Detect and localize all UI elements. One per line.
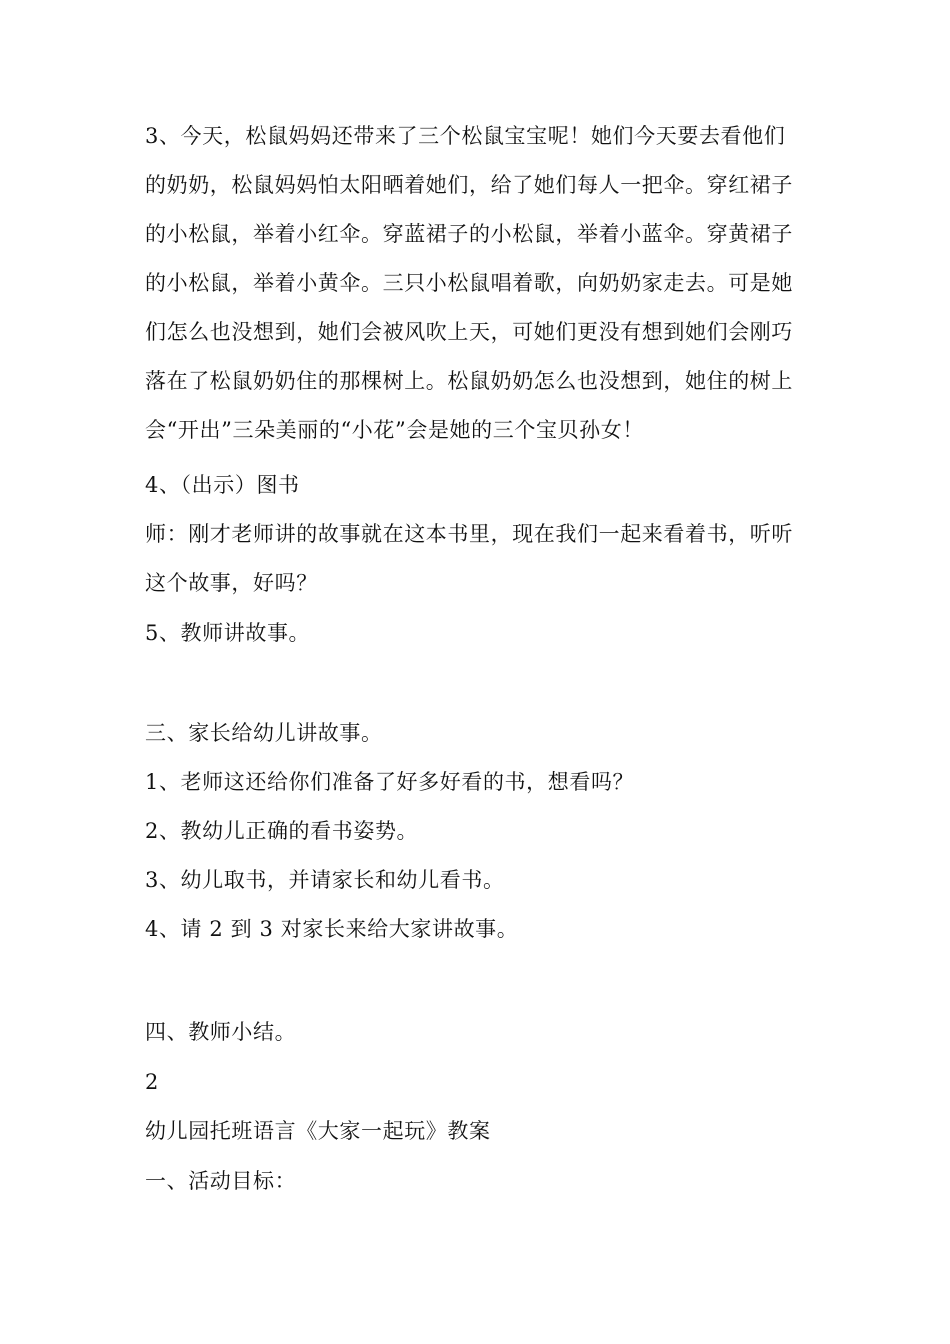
list-item: 2、教幼儿正确的看书姿势。 xyxy=(145,819,419,843)
section-3-heading xyxy=(145,709,810,758)
lesson-title-text: 幼儿园托班语言《大家一起玩》教案 xyxy=(145,1119,491,1143)
story-paragraph xyxy=(145,112,810,455)
section-4-title: 四、教师小结。 xyxy=(145,1020,297,1044)
step-4 xyxy=(145,461,810,510)
list-item: 1、老师这还给你们准备了好多好看的书，想看吗？ xyxy=(145,770,635,794)
section-3-title: 三、家长给幼儿讲故事。 xyxy=(145,721,383,745)
goals-heading-text: 一、活动目标： xyxy=(145,1169,297,1193)
lesson-title xyxy=(145,1107,810,1156)
paragraph-line: 会“开出”三朵美丽的“小花”会是她的三个宝贝孙女！ xyxy=(145,418,644,442)
paragraph-line: 落在了松鼠奶奶住的那棵树上。松鼠奶奶怎么也没想到，她住的树上 xyxy=(145,369,793,393)
teacher-speech xyxy=(145,510,810,608)
teacher-speech-line: 这个故事，好吗？ xyxy=(145,571,318,595)
paragraph-line: 的小松鼠，举着小红伞。穿蓝裙子的小松鼠，举着小蓝伞。穿黄裙子 xyxy=(145,222,793,246)
lesson-number-text: 2 xyxy=(145,1070,159,1094)
section-4-heading xyxy=(145,1008,810,1057)
section-3-list xyxy=(145,758,810,954)
paragraph-line: 们怎么也没想到，她们会被风吹上天，可她们更没有想到她们会刚巧 xyxy=(145,320,793,344)
paragraph-line: 的奶奶，松鼠妈妈怕太阳晒着她们，给了她们每人一把伞。穿红裙子 xyxy=(145,173,793,197)
list-item: 4、请 2 到 3 对家长来给大家讲故事。 xyxy=(145,917,519,941)
paragraph-line: 3、今天，松鼠妈妈还带来了三个松鼠宝宝呢！她们今天要去看他们 xyxy=(145,124,786,148)
paragraph-line: 的小松鼠，举着小黄伞。三只小松鼠唱着歌，向奶奶家走去。可是她 xyxy=(145,271,793,295)
goals-heading xyxy=(145,1157,810,1206)
list-item: 3、幼儿取书，并请家长和幼儿看书。 xyxy=(145,868,505,892)
step-5-text: 5、教师讲故事。 xyxy=(145,621,311,645)
step-5 xyxy=(145,609,810,658)
step-4-text: 4、（出示）图书 xyxy=(145,473,300,497)
teacher-speech-line: 师：刚才老师讲的故事就在这本书里，现在我们一起来看着书，听听 xyxy=(145,522,793,546)
lesson-number xyxy=(145,1058,810,1107)
